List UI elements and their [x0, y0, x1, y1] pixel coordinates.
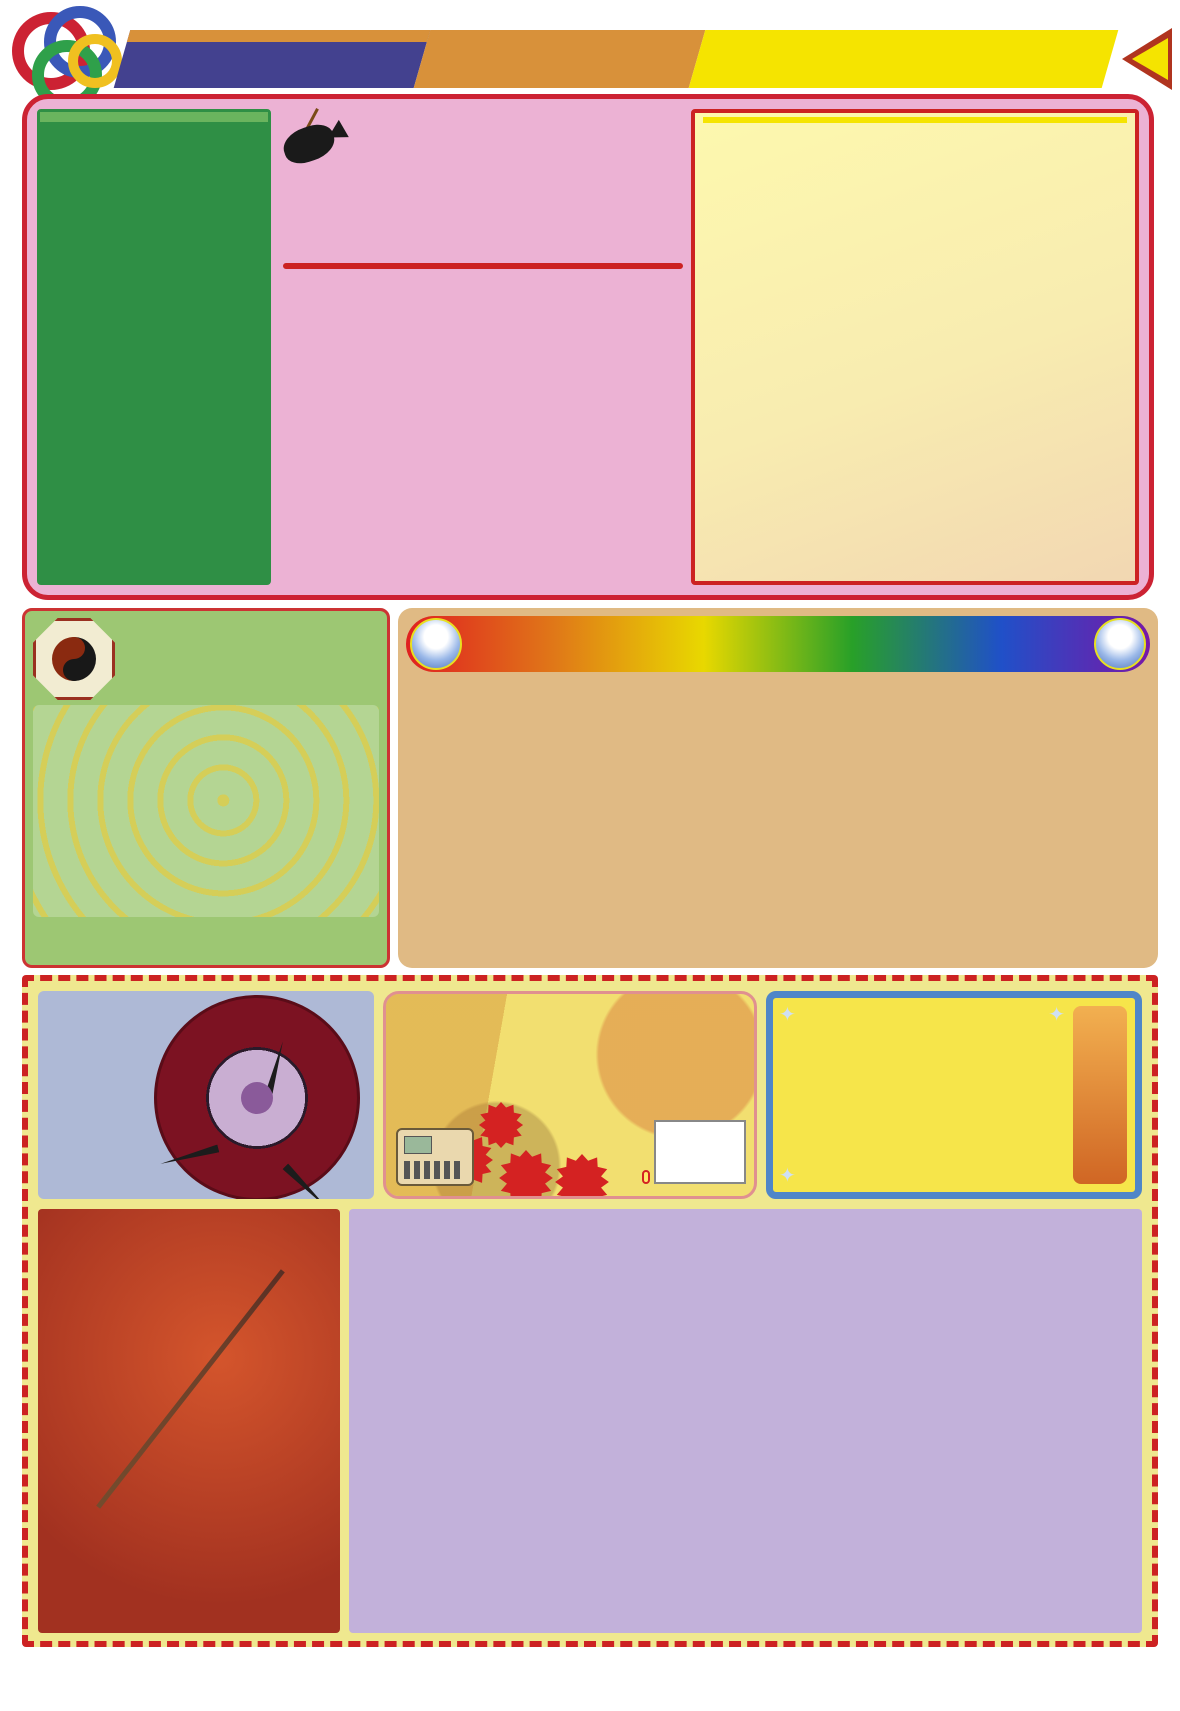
hexagram-reading: [139, 711, 373, 911]
riddle-side-title: [1073, 1006, 1127, 1184]
door-trend-table: [37, 109, 271, 585]
riddle-lines: [773, 998, 1065, 1192]
zodiac-wheel-panel: [38, 991, 374, 1199]
zodiac-analysis-panel: [349, 1209, 1142, 1633]
brand-segment: [114, 30, 431, 88]
lower-section: [22, 975, 1158, 1647]
banner-arrow-icon: [1110, 28, 1172, 90]
jockey-club-tips-panel: [383, 991, 757, 1199]
logo-ring-yellow: [68, 34, 122, 88]
analysis-column: [279, 109, 683, 585]
masthead-segment: [414, 30, 706, 88]
draw-history-panel: [691, 109, 1139, 585]
title-banner: [122, 30, 1110, 88]
number-wheel: [154, 995, 360, 1199]
draw-history-rows: [703, 123, 1127, 577]
fax-machine-icon: [396, 1128, 474, 1186]
sun-icon-left: [410, 618, 462, 670]
hexagram-section: [22, 608, 390, 968]
ox-image-box: [654, 1120, 746, 1184]
top-section: [22, 94, 1154, 600]
door-trend-title: [40, 112, 268, 122]
sun-icon-right: [1094, 618, 1146, 670]
strategy-section: [398, 608, 1158, 968]
publisher-logo: [10, 4, 128, 90]
sword-icon: [96, 1269, 285, 1508]
focus-numbers-row: [279, 195, 683, 257]
clash-chart-panel: [38, 1209, 340, 1633]
wheel-pointer-icon: [159, 1144, 219, 1167]
bagua-icon: [33, 618, 115, 700]
date-segment: [689, 30, 1119, 88]
yinyang-icon: [52, 637, 96, 681]
zodiac-riddle-panel: ✦ ✦ ✦: [766, 991, 1142, 1199]
wheel-pointer-icon: [282, 1163, 330, 1199]
masthead-header: [0, 0, 1180, 94]
fish-analysis-icon: [279, 109, 365, 189]
strategy-panels: [406, 680, 1150, 956]
wheel-center-zodiac: [241, 1082, 273, 1114]
door-hot-weak-table: [283, 263, 683, 269]
strategy-banner: [406, 616, 1150, 672]
door-trend-rows: [43, 128, 265, 579]
insider-special-tag: [642, 1170, 650, 1184]
